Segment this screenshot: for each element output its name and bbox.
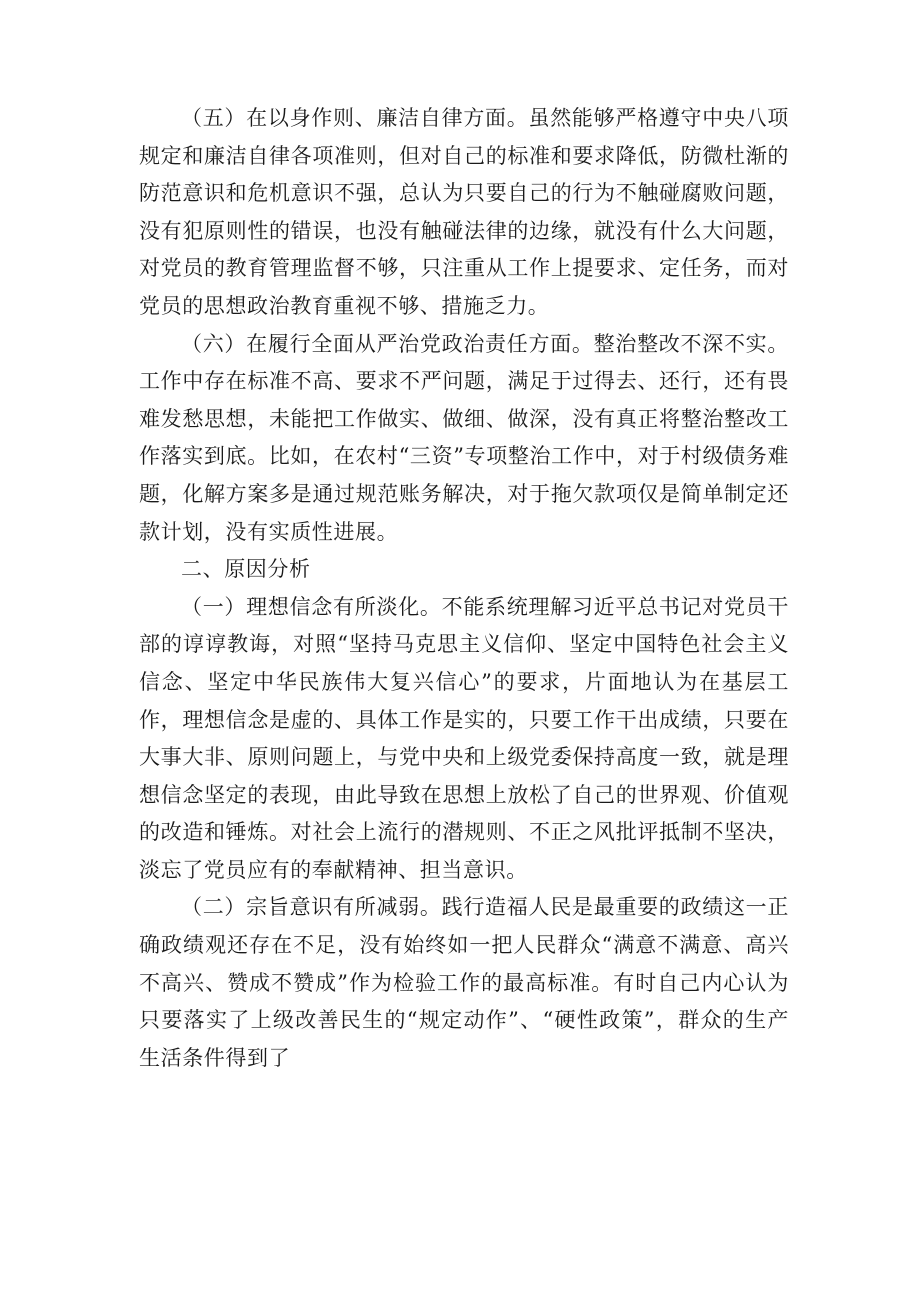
paragraph-cause-one: （一）理想信念有所淡化。不能系统理解习近平总书记对党员干部的谆谆教诲，对照“坚持马克思主义信仰、坚定中国特色社会主义信念、坚定中华民族伟大复兴信心”的要求，片面地认为在基层工作，理想信念是虚的、具体工作是实的，只要工作干出成绩，只要在大事大非、原则问题上，与党中央和上级党委保持高度一致，就是理想信念坚定的表现，由此导致在思想上放松了自己的世界观、价值观的改造和锤炼。对社会上流行的潜规则、不正之风批评抵制不坚决，淡忘了党员应有的奉献精神、担当意识。 xyxy=(139,594,789,882)
paragraph-six: （六）在履行全面从严治党政治责任方面。整治整改不深不实。工作中存在标准不高、要求不严问题，满足于过得去、还行，还有畏难发愁思想，未能把工作做实、做细、做深，没有真正将整治整改工作落实到底。比如，在农村“三资”专项整治工作中，对于村级债务难题，化解方案多是通过规范账务解决，对于拖欠款项仅是简单制定还款计划，没有实质性进展。 xyxy=(139,331,789,544)
document-body xyxy=(139,100,789,1077)
paragraph-five: （五）在以身作则、廉洁自律方面。虽然能够严格遵守中央八项规定和廉洁自律各项准则，但对自己的标准和要求降低，防微杜渐的防范意识和危机意识不强，总认为只要自己的行为不触碰腐败问题，没有犯原则性的错误，也没有触碰法律的边缘，就没有什么大问题，对党员的教育管理监督不够，只注重从工作上提要求、定任务，而对党员的思想政治教育重视不够、措施乏力。 xyxy=(139,106,789,318)
section-heading-cause-analysis: 二、原因分析 xyxy=(181,557,311,582)
paragraph-cause-two: （二）宗旨意识有所减弱。践行造福人民是最重要的政绩这一正确政绩观还存在不足，没有始终如一把人民群众“满意不满意、高兴不高兴、赞成不赞成”作为检验工作的最高标准。有时自己内心认为只要落实了上级改善民生的“规定动作”、“硬性政策”，群众的生产生活条件得到了 xyxy=(139,895,789,1070)
